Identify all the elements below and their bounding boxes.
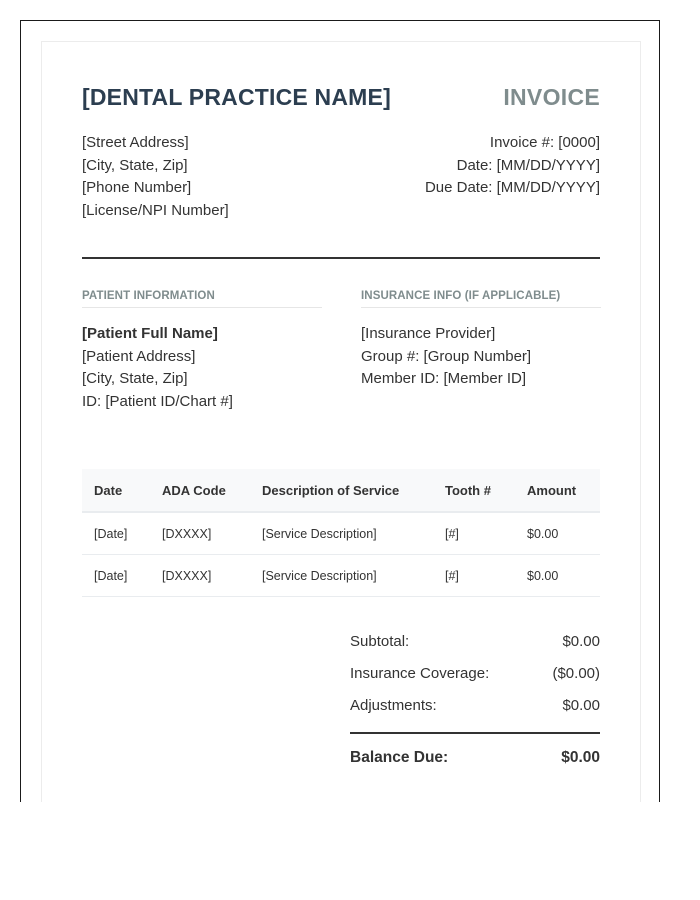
cell-tooth: [#] [433, 555, 515, 597]
insurance-provider: [Insurance Provider] [361, 325, 496, 342]
cell-ada-code: [DXXXX] [150, 512, 250, 555]
header-amount: Amount [515, 469, 600, 512]
cell-amount: $0.00 [515, 555, 600, 597]
cell-date: [Date] [82, 555, 150, 597]
patient-info-heading: PATIENT INFORMATION [82, 290, 322, 308]
patient-city-state-zip: [City, State, Zip] [82, 370, 188, 387]
insurance-group: Group #: [Group Number] [361, 347, 532, 365]
practice-name: [DENTAL PRACTICE NAME] [82, 84, 391, 110]
patient-info-block [82, 323, 233, 413]
subtotal-label: Subtotal: [350, 633, 410, 650]
cell-amount: $0.00 [515, 512, 600, 555]
balance-due-label: Balance Due: [350, 749, 449, 766]
table-row [82, 555, 600, 597]
invoice-due-date: Due Date: [MM/DD/YYYY] [424, 179, 600, 196]
patient-id: ID: [Patient ID/Chart #] [82, 392, 233, 410]
insurance-info-block [361, 323, 531, 391]
practice-phone: [Phone Number] [82, 179, 192, 196]
insurance-member-id: Member ID: [Member ID] [361, 370, 527, 387]
insurance-coverage-value: ($0.00) [552, 665, 600, 682]
header-ada-code: ADA Code [150, 469, 250, 512]
header-date: Date [82, 469, 150, 512]
balance-due-value: $0.00 [561, 749, 600, 766]
cell-description: [Service Description] [250, 555, 433, 597]
invoice-number: Invoice #: [0000] [489, 134, 600, 151]
header-divider [82, 257, 600, 259]
practice-address-block [82, 132, 229, 222]
adjustments-row [350, 694, 600, 726]
cell-tooth: [#] [433, 512, 515, 555]
cell-ada-code: [DXXXX] [150, 555, 250, 597]
table-row [82, 512, 600, 555]
adjustments-label: Adjustments: [350, 697, 437, 714]
balance-due-row [350, 746, 600, 778]
patient-name: [Patient Full Name] [82, 325, 218, 342]
totals-block [350, 630, 600, 778]
totals-divider [350, 732, 600, 734]
patient-address: [Patient Address] [82, 347, 196, 365]
subtotal-value: $0.00 [562, 633, 600, 650]
header-tooth: Tooth # [433, 469, 515, 512]
services-table [82, 469, 600, 597]
cell-description: [Service Description] [250, 512, 433, 555]
cell-date: [Date] [82, 512, 150, 555]
subtotal-row [350, 630, 600, 662]
practice-city-state-zip: [City, State, Zip] [82, 156, 188, 174]
adjustments-value: $0.00 [562, 697, 600, 714]
table-header-row [82, 469, 600, 512]
insurance-coverage-row [350, 662, 600, 694]
invoice-title: INVOICE [503, 84, 600, 110]
invoice-date: Date: [MM/DD/YYYY] [456, 156, 600, 174]
insurance-info-heading: INSURANCE INFO (IF APPLICABLE) [361, 290, 601, 308]
header-description: Description of Service [250, 469, 433, 512]
practice-street: [Street Address] [82, 134, 189, 151]
invoice-meta-block [425, 132, 600, 200]
practice-license: [License/NPI Number] [82, 201, 229, 219]
insurance-coverage-label: Insurance Coverage: [350, 665, 490, 682]
